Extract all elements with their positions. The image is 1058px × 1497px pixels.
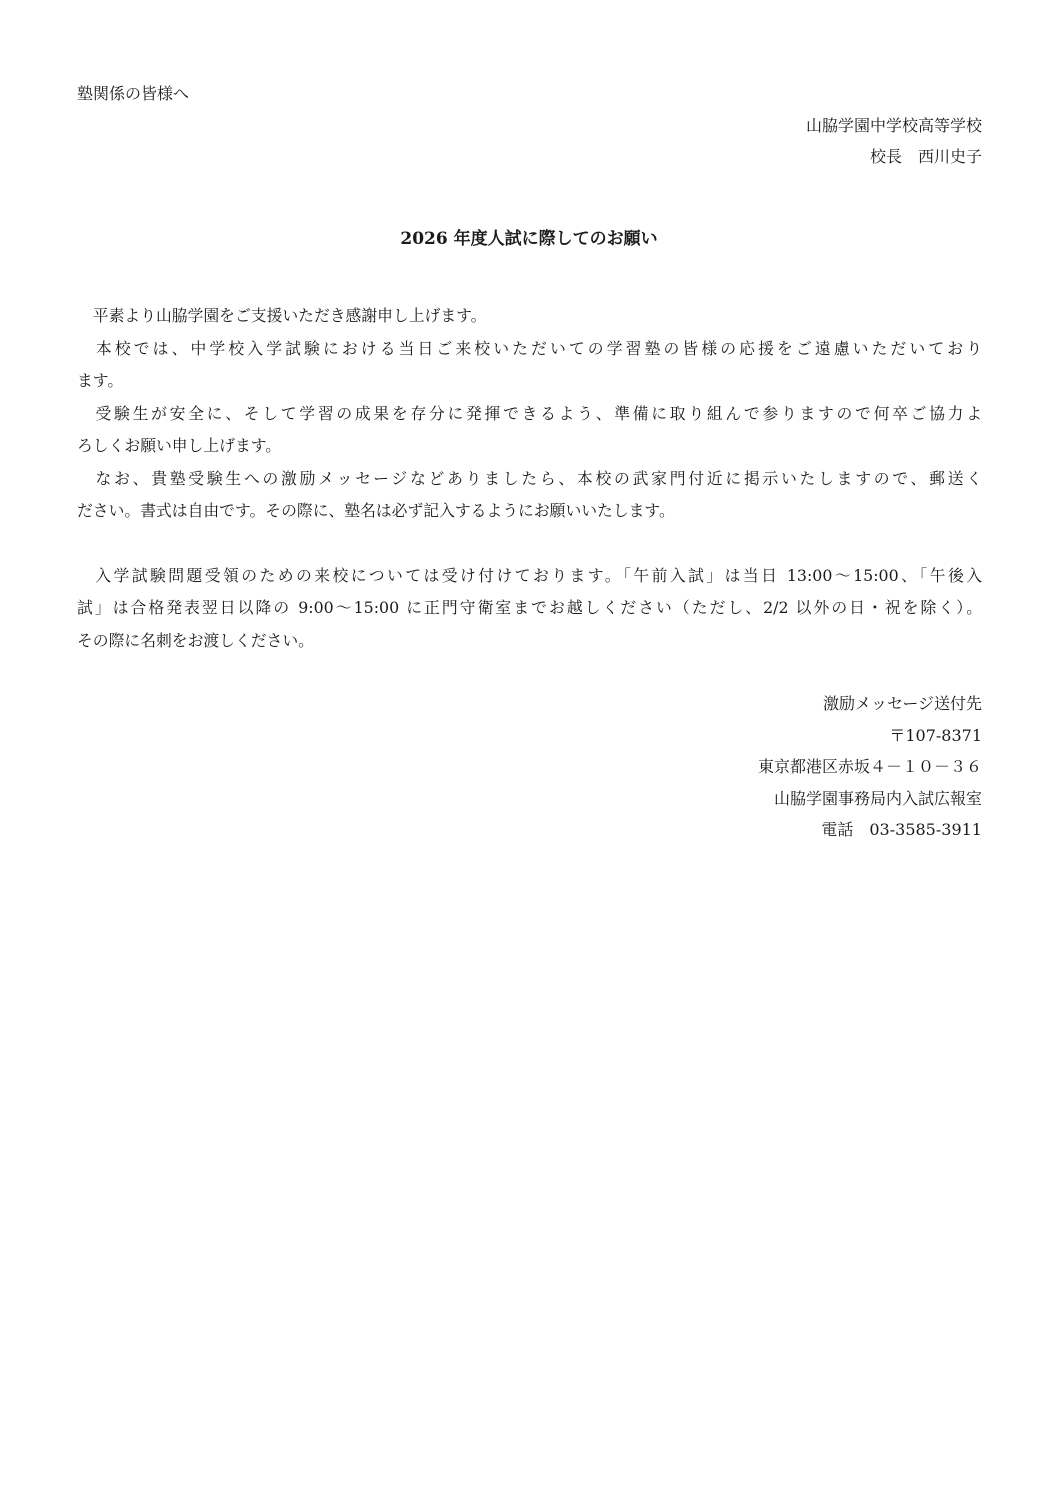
paragraph-3-line-2: ろしくお願い申し上げます。 [77, 436, 282, 455]
paragraph-2-line-1: 本校では、中学校入学試験における当日ご来校いただいての学習塾の皆様の応援をご遠慮いただいており [77, 339, 982, 358]
contact-phone: 電話 03-3585‐3911 [821, 820, 982, 839]
paragraph-1-line-1: 平素より山脇学園をご支援いただき感謝申し上げます。 [77, 306, 487, 325]
paragraph-4-line-2: ださい。書式は自由です。その際に、塾名は必ず記入するようにお願いいたします。 [77, 501, 675, 520]
paragraph-4-line-1: なお、貴塾受験生への激励メッセージなどありましたら、本校の武家門付近に掲示いたしますので、郵送く [77, 469, 982, 488]
paragraph-5-line-1: 入学試験問題受領のための来校については受け付けております。「午前入試」は当日 13:00～15:00、「午後入 [77, 566, 982, 585]
contact-heading: 激励メッセージ送付先 [822, 694, 982, 713]
paragraph-5-line-2: 試」は合格発表翌日以降の 9:00～15:00 に正門守衛室までお越しください（ただし、2/2 以外の日・祝を除く）。 [77, 598, 982, 617]
sender-school: 山脇学園中学校高等学校 [805, 116, 982, 135]
paragraph-2-line-2: ます。 [77, 371, 124, 390]
contact-postal-code: 〒107-8371 [889, 726, 982, 745]
document-title: 2026 年度人試に際してのお願い [400, 229, 658, 249]
addressee: 塾関係の皆様へ [77, 84, 190, 103]
paragraph-5-line-3: その際に名刺をお渡しください。 [77, 631, 314, 650]
sender-principal: 校長 西川史子 [869, 147, 982, 166]
paragraph-3-line-1: 受験生が安全に、そして学習の成果を存分に発揮できるよう、準備に取り組んで参りますので何卒ご協力よ [77, 404, 982, 423]
contact-office: 山脇学園事務局内入試広報室 [773, 789, 982, 808]
contact-address: 東京都港区赤坂４－１０－３６ [757, 757, 982, 776]
